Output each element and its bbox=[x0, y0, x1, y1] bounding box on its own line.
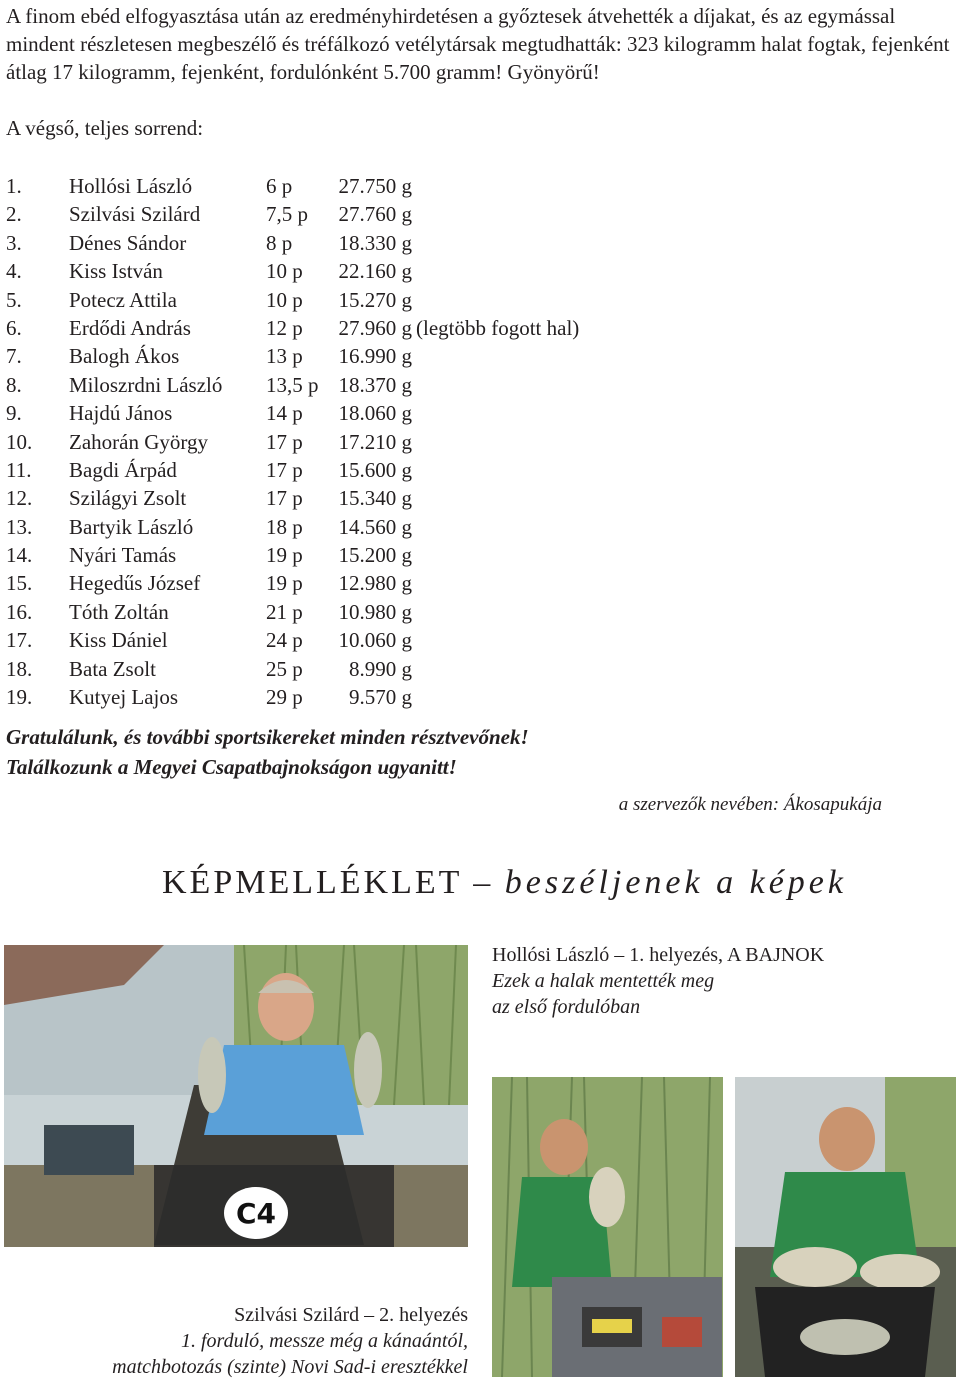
ranking-weight: 8.990 g bbox=[349, 656, 412, 681]
ranking-position: 5. bbox=[6, 287, 22, 312]
ranking-name: Hegedűs József bbox=[69, 571, 201, 596]
ranking-weight: 16.990 g bbox=[338, 344, 412, 369]
ranking-name: Bartyik László bbox=[69, 514, 194, 539]
ranking-name: Hajdú János bbox=[69, 401, 173, 426]
ranking-position: 13. bbox=[6, 514, 33, 539]
ranking-position: 6. bbox=[6, 315, 22, 340]
ranking-points: 13,5 p bbox=[266, 372, 319, 397]
caption-2 bbox=[112, 1302, 468, 1380]
ranking-points: 24 p bbox=[266, 628, 303, 653]
congrats-line-2: Találkozunk a Megyei Csapatbajnokságon ugyanitt! bbox=[6, 755, 457, 779]
ranking-position: 2. bbox=[6, 202, 22, 227]
ranking-note: (legtöbb fogott hal) bbox=[416, 315, 580, 340]
ranking-name: Bata Zsolt bbox=[69, 656, 156, 681]
ranking-points: 29 p bbox=[266, 685, 303, 710]
ranking-weight: 15.270 g bbox=[338, 287, 412, 312]
ranking-weight: 12.980 g bbox=[338, 571, 412, 596]
caption-1 bbox=[492, 942, 824, 1020]
ranking-name: Kiss István bbox=[69, 259, 163, 284]
ranking-weight: 18.060 g bbox=[338, 401, 412, 426]
ranking-name: Zahorán György bbox=[69, 429, 208, 454]
ranking-position: 18. bbox=[6, 656, 33, 681]
ranking-weight: 9.570 g bbox=[349, 685, 412, 710]
ranking-heading: A végső, teljes sorrend: bbox=[6, 116, 204, 140]
ranking-weight: 18.370 g bbox=[338, 372, 412, 397]
caption-2-line-2: 1. forduló, messze még a kánaántól, bbox=[180, 1330, 468, 1352]
ranking-position: 7. bbox=[6, 344, 22, 369]
ranking-weight: 10.060 g bbox=[338, 628, 412, 653]
ranking-position: 19. bbox=[6, 685, 33, 710]
ranking-name: Miloszrdni László bbox=[69, 372, 223, 397]
caption-1-line-1: Hollósi László – 1. helyezés, A BAJNOK bbox=[492, 944, 825, 966]
congratulations bbox=[6, 722, 529, 782]
ranking-position: 4. bbox=[6, 259, 22, 284]
ranking-position: 15. bbox=[6, 571, 33, 596]
ranking-position: 10. bbox=[6, 429, 33, 454]
ranking-weight: 10.980 g bbox=[338, 599, 412, 624]
ranking-points: 8 p bbox=[266, 230, 293, 255]
ranking-points: 12 p bbox=[266, 315, 303, 340]
ranking-points: 17 p bbox=[266, 429, 303, 454]
ranking-points: 10 p bbox=[266, 259, 303, 284]
ranking-name: Tóth Zoltán bbox=[69, 599, 169, 624]
ranking-points: 21 p bbox=[266, 599, 303, 624]
ranking-points: 10 p bbox=[266, 287, 303, 312]
ranking-points: 18 p bbox=[266, 514, 303, 539]
ranking-name: Szilvási Szilárd bbox=[69, 202, 201, 227]
ranking-position: 16. bbox=[6, 599, 33, 624]
ranking-position: 3. bbox=[6, 230, 22, 255]
ranking-points: 14 p bbox=[266, 401, 303, 426]
caption-1-line-2: Ezek a halak mentették meg bbox=[492, 970, 715, 992]
ranking-weight: 27.960 g bbox=[338, 315, 412, 340]
ranking-position: 11. bbox=[6, 457, 32, 482]
ranking-position: 9. bbox=[6, 401, 22, 426]
ranking-weight: 15.200 g bbox=[338, 543, 412, 568]
photo-szilvasi-szilard-1 bbox=[492, 1077, 723, 1377]
ranking-weight: 22.160 g bbox=[338, 259, 412, 284]
intro-paragraph: A finom ebéd elfogyasztása után az eredményhirdetésen a győztesek átvehették a díjakat, és az egymással mindent részletesen megbeszélő és tréfálkozó vetélytársak megtudhatták: 323 kilogramm halat fogtak, fejenként átlag 17 kilogramm, fejenként, fordulónként 5.700 gramm! Gyönyörű! bbox=[6, 4, 950, 84]
ranking-points: 25 p bbox=[266, 656, 303, 681]
ranking-name: Dénes Sándor bbox=[69, 230, 187, 255]
ranking-weight: 17.210 g bbox=[338, 429, 412, 454]
caption-2-line-1: Szilvási Szilárd – 2. helyezés bbox=[234, 1304, 468, 1326]
ranking-position: 8. bbox=[6, 372, 22, 397]
ranking-weight: 18.330 g bbox=[338, 230, 412, 255]
photo-badge: C4 bbox=[235, 1197, 277, 1230]
photo-szilvasi-szilard-2 bbox=[735, 1077, 956, 1377]
ranking-weight: 15.340 g bbox=[338, 486, 412, 511]
ranking-weight: 15.600 g bbox=[338, 457, 412, 482]
ranking-position: 12. bbox=[6, 486, 33, 511]
ranking-points: 13 p bbox=[266, 344, 303, 369]
ranking-points: 19 p bbox=[266, 571, 303, 596]
ranking-points: 17 p bbox=[266, 457, 303, 482]
ranking-position: 1. bbox=[6, 174, 22, 198]
section-title bbox=[162, 864, 847, 902]
ranking-name: Nyári Tamás bbox=[69, 543, 177, 568]
photo-hollosi-laszlo bbox=[4, 945, 468, 1247]
ranking-position: 17. bbox=[6, 628, 33, 653]
ranking-name: Szilágyi Zsolt bbox=[69, 486, 187, 511]
ranking-points: 19 p bbox=[266, 543, 303, 568]
ranking-name: Potecz Attila bbox=[69, 287, 177, 312]
ranking-name: Erdődi András bbox=[69, 315, 191, 340]
signature: a szervezők nevében: Ákosapukája bbox=[618, 794, 882, 815]
caption-1-line-3: az első fordulóban bbox=[492, 996, 641, 1018]
section-title-italic: beszéljenek a képek bbox=[504, 864, 847, 901]
ranking-points: 17 p bbox=[266, 486, 303, 511]
ranking-name: Balogh Ákos bbox=[69, 344, 180, 369]
ranking-position: 14. bbox=[6, 543, 33, 568]
ranking-name: Kutyej Lajos bbox=[69, 685, 179, 710]
congrats-line-1: Gratulálunk, és további sportsikereket minden résztvevőnek! bbox=[6, 725, 529, 749]
ranking-name: Bagdi Árpád bbox=[69, 457, 177, 482]
ranking-points: 7,5 p bbox=[266, 202, 308, 227]
caption-2-line-3: matchbotozás (szinte) Novi Sad-i eresztékkel bbox=[112, 1356, 468, 1378]
ranking-points: 6 p bbox=[266, 174, 293, 198]
ranking-weight: 27.760 g bbox=[338, 202, 412, 227]
ranking-name: Kiss Dániel bbox=[69, 628, 168, 653]
ranking-weight: 14.560 g bbox=[338, 514, 412, 539]
ranking-name: Hollósi László bbox=[69, 174, 193, 198]
section-title-main: KÉPMELLÉKLET – bbox=[162, 864, 494, 901]
ranking-weight: 27.750 g bbox=[338, 174, 412, 198]
